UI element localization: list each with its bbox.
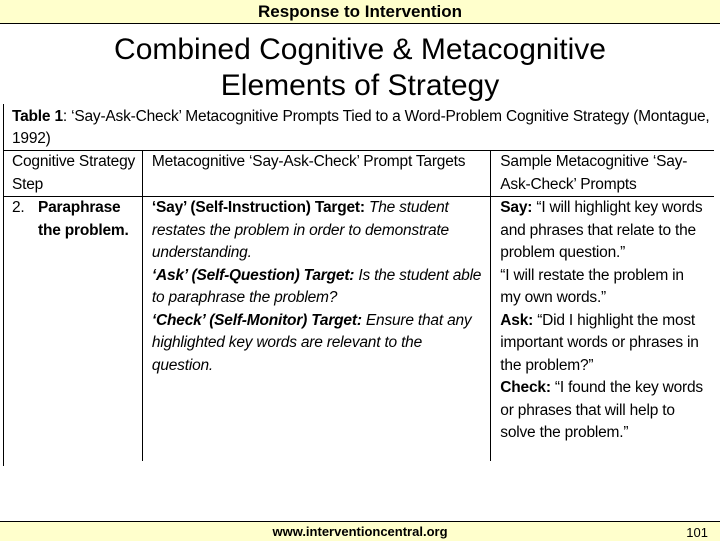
say-prompt-2: “I will restate the problem in my own words.” [500,266,684,306]
step-text: Paraphrase the problem. [38,199,129,239]
table-row [3,197,714,462]
header-cognitive-step: Cognitive Strategy Step [3,151,142,197]
ask-prompt-label: Ask: [500,311,534,329]
table-caption-label: Table 1 [12,108,63,125]
say-prompt-1: “I will highlight key words and phrases that relate to the problem question.” [500,199,703,261]
slide-title-line-2: Elements of Strategy [220,69,500,102]
sample-prompts-cell [491,197,714,462]
table-caption-text: : ‘Say-Ask-Check’ Metacognitive Prompts Tied to a Word-Problem Cognitive Strategy (Montague, 1992) [12,108,710,147]
say-target-text: The student restates the problem in order to demonstrate understanding. [151,199,449,261]
ask-prompt-text: “Did I highlight the most important words or phrases in the problem?” [500,311,699,374]
header-prompt-targets: Metacognitive ‘Say-Ask-Check’ Prompt Targets [142,151,490,197]
say-prompt-label: Say: [500,199,533,216]
footer-bar [0,521,720,541]
say-target-label: ‘Say’ (Self-Instruction) Target: [151,199,365,216]
header-bar [0,0,720,24]
table-header-row [3,151,714,197]
slide-title-line-1: Combined Cognitive & Metacognitive [114,33,606,66]
strategy-table [3,150,714,461]
table-image [3,104,717,465]
page-number: 101 [686,525,708,540]
prompt-targets-cell [142,197,490,462]
table-caption [3,104,717,150]
header-sample-prompts: Sample Metacognitive ‘Say-Ask-Check’ Prompts [491,151,714,197]
check-prompt-label: Check: [500,379,551,396]
check-target-label: ‘Check’ (Self-Monitor) Target: [151,311,362,329]
ask-target-text: Is the student able to paraphrase the problem? [151,266,482,306]
step-number: 2. [12,199,25,216]
check-target-text: Ensure that any highlighted key words are relevant to the question. [151,311,472,374]
cognitive-step-cell [3,197,142,462]
check-prompt-text: “I found the key words or phrases that will help to solve the problem.” [500,379,703,441]
footer-url[interactable]: www.interventioncentral.org [272,524,448,539]
ask-target-label: ‘Ask’ (Self-Question) Target: [151,266,355,284]
slide-title [0,32,720,104]
header-title: Response to Intervention [257,2,463,21]
